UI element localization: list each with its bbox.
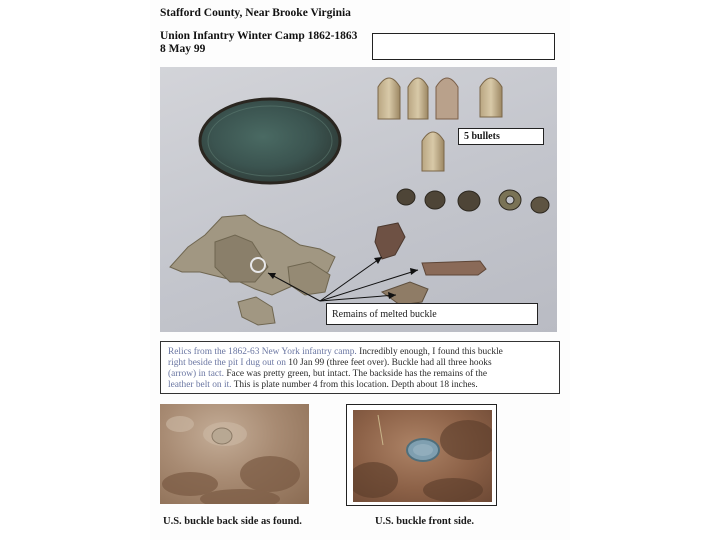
caption-line2-faded: right beside the pit I dug out on [168,358,286,368]
buckle-front-photo [353,410,492,502]
caption-line2-rest: 10 Jan 99 (three feet over). Buckle had all three hooks [285,358,492,368]
caption-line3-faded: (arrow) in tact. [168,369,224,379]
camp-heading: Union Infantry Winter Camp 1862-1863 [160,30,358,42]
caption-line1-rest: Incredibly enough, I found this buckle [356,347,503,357]
caption-line1-faded: Relics from the 1862-63 New York infantry camp. [168,347,357,357]
location-heading: Stafford County, Near Brooke Virginia [160,7,351,19]
blank-label-box [372,33,555,60]
buckle-back-photo [160,404,309,504]
description-caption [160,341,560,394]
bullet-row [378,78,502,171]
buckle-plate [200,99,340,183]
caption-line4-rest: This is plate number 4 from this location. Depth about 18 inches. [231,380,478,390]
bullets-label: 5 bullets [458,128,544,145]
melted-buckle-label: Remains of melted buckle [326,303,538,325]
caption-line4-faded: leather belt on it. [168,380,232,390]
caption-line3-rest: Face was pretty green, but intact. The backside has the remains of the [223,369,487,379]
back-side-caption: U.S. buckle back side as found. [163,516,302,527]
relics-photo [160,67,557,332]
front-side-caption: U.S. buckle front side. [375,516,474,527]
date-heading: 8 May 99 [160,43,206,55]
